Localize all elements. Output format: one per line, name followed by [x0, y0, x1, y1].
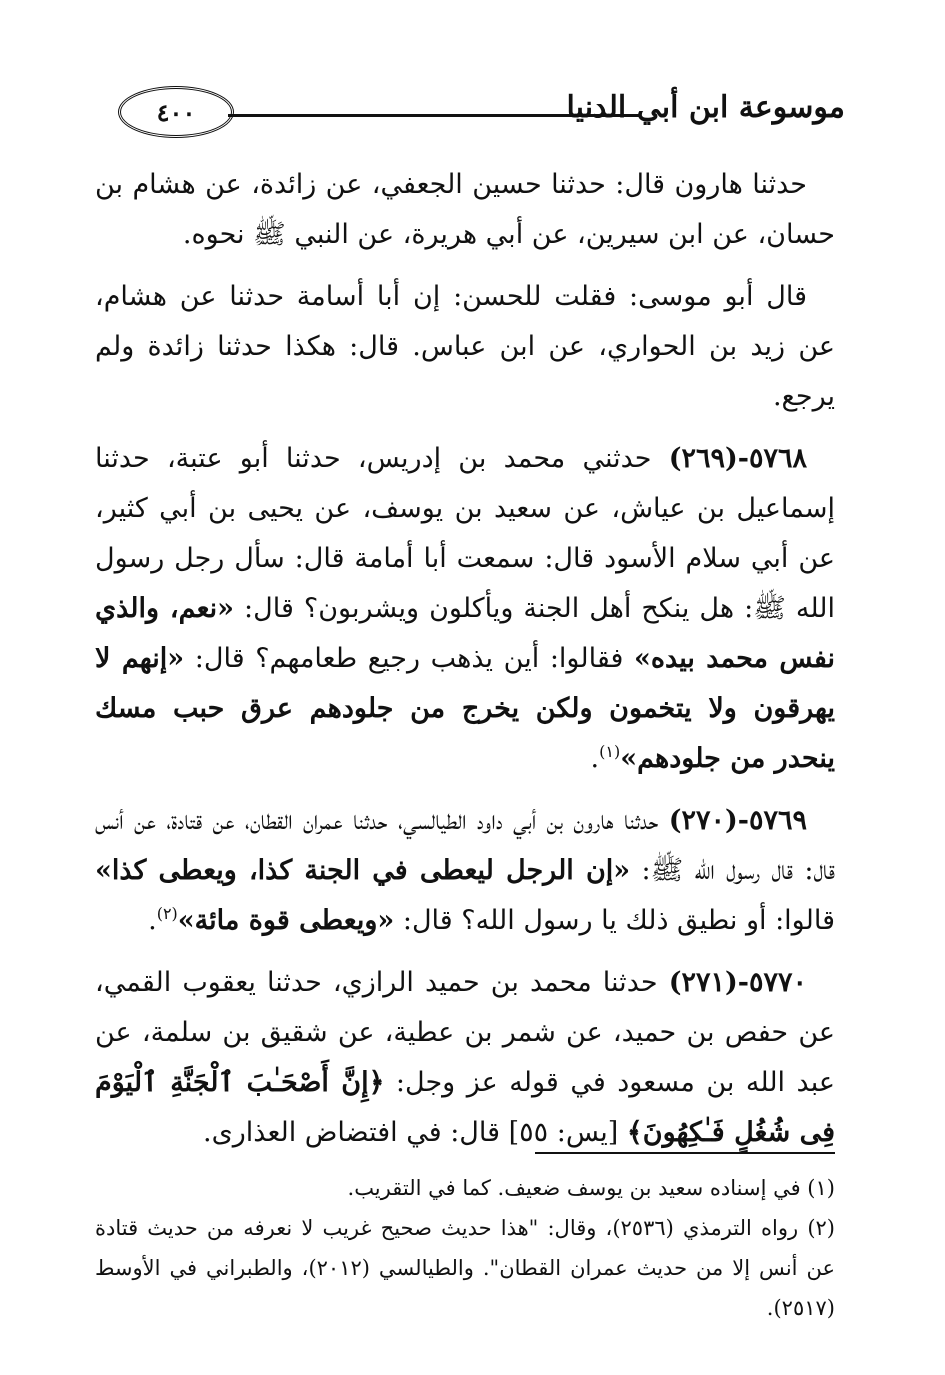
- page-header: [90, 78, 845, 148]
- prophetic-speech: «ويعطى قوة مائة»: [177, 905, 395, 936]
- hadith-end: .: [148, 905, 157, 936]
- footnote-2: (٢) رواه الترمذي (٢٥٣٦)، وقال: "هذا حديث صحيح غريب لا نعرفه من حديث قتادة عن أنس إلا من حديث عمران القطان". والطيالسي (٢٠١٢)، والطبراني في الأوسط (٢٥١٧).: [95, 1216, 835, 1320]
- footnote-ref[interactable]: (٢): [156, 904, 178, 923]
- paragraph: حدثنا هارون قال: حدثنا حسين الجعفي، عن زائدة، عن هشام بن حسان، عن ابن سيرين، عن أبي هريرة، عن النبي ﷺ نحوه.: [95, 169, 835, 250]
- hadith-number: ٥٧٦٩-(٢٧٠): [668, 805, 807, 836]
- paragraph: قال أبو موسى: فقلت للحسن: إن أبا أسامة حدثنا عن هشام، عن زيد بن الحواري، عن ابن عباس. قال: هكذا حدثنا زائدة ولم يرجع.: [95, 281, 835, 412]
- hadith-text: فقالوا: أين يذهب رجيع طعامهم؟ قال:: [184, 643, 635, 674]
- hadith-text: حدثنا هارون بن أبي داود الطيالسي، حدثنا عمران القطان، عن قتادة، عن أنس قال: قال رسول الله ﷺ:: [95, 805, 835, 886]
- hadith-number: ٥٧٧٠-(٢٧١): [668, 967, 807, 998]
- hadith-text: حدثنا محمد بن حميد الرازي، حدثنا يعقوب القمي، عن حفص بن حميد، عن شمر بن عطية، عن شقيق بن سلمة، عن عبد الله بن مسعود في قوله عز وجل:: [95, 967, 835, 1098]
- prophetic-speech: «إن الرجل ليعطى في الجنة كذا، ويعطى كذا»: [95, 855, 631, 886]
- footnote-ref[interactable]: (١): [599, 742, 621, 761]
- footnote-rule: [535, 1152, 835, 1154]
- prophetic-speech: «نعم، والذي نفس محمد بيده»: [95, 593, 835, 674]
- footnote-1: (١) في إسناده سعيد بن يوسف ضعيف. كما في التقريب.: [347, 1176, 835, 1200]
- running-title: موسوعة ابن أبي الدنيا: [566, 90, 845, 125]
- hadith-5770: [95, 958, 835, 1158]
- hadith-text: [يس: ٥٥] قال: في افتضاض العذارى.: [203, 1117, 627, 1148]
- hadith-text: قالوا: أو نطيق ذلك يا رسول الله؟ قال:: [394, 905, 835, 936]
- main-text: [95, 160, 835, 1170]
- prophetic-speech: «إنهم لا يهرقون ولا يتخمون ولكن يخرج من جلودهم عرق حبب مسك ينحدر من جلودهم»: [95, 643, 835, 774]
- quran-verse: ﴿إِنَّ أَصْحَـٰبَ ٱلْجَنَّةِ ٱلْيَوْمَ فِى شُغُلٍ فَـٰكِهُونَ﴾: [95, 1067, 835, 1148]
- hadith-end: .: [590, 743, 600, 774]
- page-number: ٤٠٠: [118, 86, 234, 138]
- hadith-5768: [95, 434, 835, 784]
- hadith-text: حدثني محمد بن إدريس، حدثنا أبو عتبة، حدثنا إسماعيل بن عياش، عن سعيد بن يوسف، عن يحيى بن أبي كثير، عن أبي سلام الأسود قال: سمعت أبا أمامة قال: سأل رجل رسول الله ﷺ: هل ينكح أهل الجنة ويأكلون ويشربون؟ قال:: [95, 443, 836, 624]
- hadith-number: ٥٧٦٨-(٢٦٩): [668, 443, 807, 474]
- footnotes: [95, 1168, 835, 1328]
- hadith-5769: [95, 796, 835, 946]
